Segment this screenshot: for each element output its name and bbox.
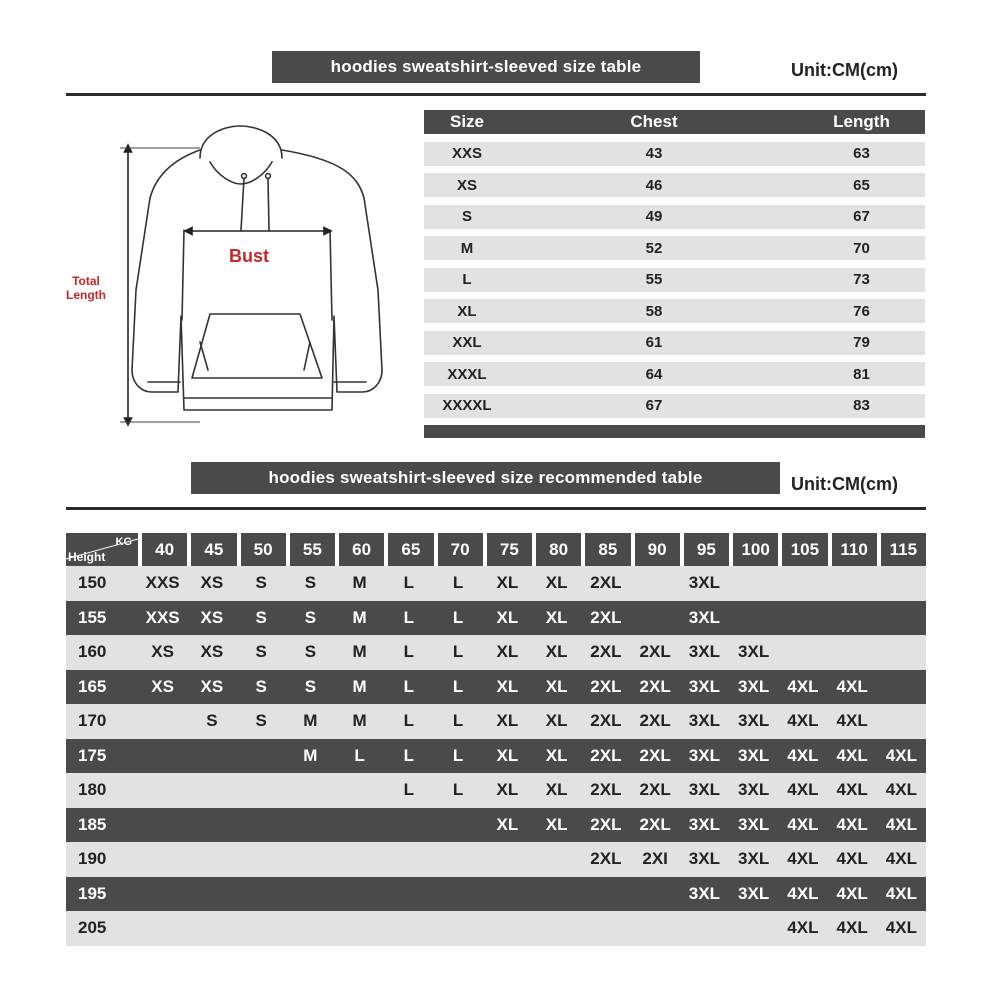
recommend-row [66, 773, 926, 808]
kg-column-header: 70 [434, 533, 483, 566]
recommend-row [66, 601, 926, 636]
height-cell: 170 [78, 711, 107, 731]
size-recommendation-cell: 2XL [639, 642, 671, 662]
size-recommendation-cell: 3XL [738, 745, 770, 765]
size-recommendation-cell: 4XL [787, 711, 819, 731]
size-recommendation-cell: XL [496, 814, 519, 834]
header-length: Length [833, 112, 890, 131]
size-recommendation-cell: XL [545, 573, 568, 593]
size-recommendation-cell: 3XL [688, 814, 720, 834]
size-recommendation-cell: L [403, 676, 415, 696]
height-cell: 150 [78, 573, 107, 593]
size-recommendation-cell: M [352, 711, 367, 731]
size-row [424, 142, 925, 166]
height-cell: 185 [78, 814, 107, 834]
size-cell: XXL [452, 334, 482, 351]
size-recommendation-cell: 3XL [688, 573, 720, 593]
height-cell: 160 [78, 642, 107, 662]
size-recommendation-cell: 4XL [787, 780, 819, 800]
size-recommendation-cell: 4XL [787, 814, 819, 834]
size-recommendation-cell: S [304, 607, 317, 627]
kg-column-header: 100 [729, 533, 778, 566]
size-recommendation-cell: XS [151, 642, 174, 662]
height-cell: 190 [78, 849, 107, 869]
recommend-row [66, 635, 926, 670]
kg-column-header: 80 [532, 533, 581, 566]
recommend-row [66, 739, 926, 774]
size-recommendation-cell: S [304, 573, 317, 593]
size-recommendation-cell: XL [496, 607, 519, 627]
kg-column-header: 50 [237, 533, 286, 566]
size-recommendation-cell: XS [200, 607, 224, 627]
size-recommendation-cell: XS [151, 676, 174, 696]
chest-cell: 43 [645, 145, 663, 162]
size-recommendation-cell: L [452, 573, 464, 593]
size-recommendation-cell: L [403, 780, 415, 800]
size-recommendation-cell: 2XL [639, 676, 671, 696]
size-recommendation-cell: XL [545, 780, 568, 800]
recommend-row [66, 566, 926, 601]
size-recommendation-cell: S [255, 607, 267, 627]
middle-divider [66, 507, 926, 510]
size-recommendation-cell: L [452, 711, 464, 731]
size-recommendation-cell: XS [200, 676, 224, 696]
size-recommendation-cell: XL [545, 607, 568, 627]
size-recommendation-cell: 3XL [688, 711, 720, 731]
size-row [424, 205, 925, 229]
size-recommendation-cell: S [255, 711, 267, 731]
size-table-header [424, 110, 925, 134]
header-size: Size [449, 112, 485, 131]
recommend-row [66, 842, 926, 877]
size-recommendation-cell: 4XL [885, 849, 917, 869]
size-recommendation-cell: 4XL [885, 780, 917, 800]
size-recommendation-cell: 4XL [885, 918, 917, 938]
kg-column-header: 95 [680, 533, 729, 566]
recommend-table-title: hoodies sweatshirt-sleeved size recommended table [191, 462, 780, 494]
size-recommendation-cell: 3XL [688, 607, 720, 627]
top-divider [66, 93, 926, 96]
size-recommendation-cell: XL [496, 573, 519, 593]
kg-column-header: 75 [483, 533, 532, 566]
size-recommendation-cell: XL [545, 676, 568, 696]
size-row [424, 299, 925, 323]
size-table [424, 110, 925, 438]
size-recommendation-cell: 2XL [590, 676, 622, 696]
size-recommendation-cell: XL [496, 642, 519, 662]
size-recommendation-cell: M [352, 642, 367, 662]
recommend-table-unit: Unit:CM(cm) [791, 474, 898, 494]
kg-column-header: 90 [631, 533, 680, 566]
size-recommendation-cell: XL [545, 745, 568, 765]
length-cell: 63 [853, 145, 870, 162]
size-recommendation-cell: L [403, 711, 415, 731]
size-row [424, 173, 925, 197]
kg-column-header: 105 [778, 533, 827, 566]
recommend-table [66, 533, 926, 946]
size-recommendation-cell: L [452, 676, 464, 696]
size-cell: S [461, 208, 472, 225]
height-cell: 180 [78, 780, 107, 800]
height-cell: 155 [78, 607, 107, 627]
kg-column-header: 85 [581, 533, 630, 566]
size-recommendation-cell: 3XL [688, 849, 720, 869]
chest-cell: 52 [645, 239, 663, 257]
size-recommendation-cell: M [352, 607, 367, 627]
size-recommendation-cell: 3XL [688, 642, 720, 662]
size-recommendation-cell: 3XL [738, 711, 770, 731]
size-recommendation-cell: 4XL [787, 883, 819, 903]
size-recommendation-cell: S [255, 676, 267, 696]
size-table-footer-bar [424, 425, 925, 438]
size-recommendation-cell: 2XL [590, 849, 622, 869]
chest-cell: 46 [645, 176, 663, 194]
size-recommendation-cell: L [403, 607, 415, 627]
size-recommendation-cell: 3XL [688, 745, 720, 765]
size-recommendation-cell: M [352, 676, 367, 696]
size-recommendation-cell: L [403, 573, 415, 593]
length-cell: 76 [853, 302, 870, 320]
size-recommendation-cell: XXS [145, 607, 180, 627]
size-recommendation-cell: 3XL [688, 883, 720, 903]
size-row [424, 362, 925, 386]
kg-column-header: 65 [384, 533, 433, 566]
height-cell: 195 [78, 883, 107, 903]
size-recommendation-cell: S [206, 711, 218, 731]
size-recommendation-cell: 2XI [642, 849, 668, 869]
size-table-title: hoodies sweatshirt-sleeved size table [272, 51, 700, 83]
size-recommendation-cell: 4XL [885, 883, 917, 903]
size-recommendation-cell: XL [545, 642, 568, 662]
size-recommendation-cell: 2XL [639, 745, 671, 765]
size-recommendation-cell: XL [496, 676, 519, 696]
size-recommendation-cell: L [452, 745, 464, 765]
chest-cell: 64 [645, 365, 663, 383]
kg-column-header: 110 [828, 533, 877, 566]
size-cell: M [460, 239, 474, 257]
recommend-row [66, 704, 926, 739]
recommend-row [66, 808, 926, 843]
size-recommendation-cell: S [304, 676, 317, 696]
size-recommendation-cell: 4XL [836, 780, 868, 800]
size-row [424, 268, 925, 292]
size-recommendation-cell: 2XL [590, 780, 622, 800]
length-cell: 83 [853, 397, 870, 414]
size-recommendation-cell: 3XL [738, 814, 770, 834]
recommend-row [66, 911, 926, 946]
size-recommendation-cell: 3XL [738, 780, 770, 800]
size-recommendation-cell: XS [200, 573, 224, 593]
size-recommendation-cell: 4XL [836, 676, 868, 696]
size-cell: XXXL [447, 365, 487, 383]
size-recommendation-cell: 2XL [639, 780, 671, 800]
corner-height-label: Height [68, 550, 106, 564]
size-recommendation-cell: 4XL [787, 745, 819, 765]
size-recommendation-cell: 4XL [787, 918, 819, 938]
size-recommendation-cell: 4XL [836, 883, 868, 903]
total-length-label: Total Length [66, 274, 106, 302]
size-recommendation-cell: 4XL [885, 745, 917, 765]
size-recommendation-cell: S [255, 642, 267, 662]
size-recommendation-cell: 2XL [590, 573, 622, 593]
chest-cell: 49 [645, 208, 663, 225]
kg-column-header: 115 [877, 533, 926, 566]
size-recommendation-cell: L [354, 745, 365, 765]
size-recommendation-cell: L [452, 780, 464, 800]
height-cell: 165 [78, 676, 107, 696]
height-cell: 205 [78, 918, 107, 938]
size-recommendation-cell: 3XL [738, 849, 770, 869]
chest-cell: 55 [645, 271, 663, 288]
size-recommendation-cell: 3XL [738, 642, 770, 662]
size-recommendation-cell: XL [496, 745, 519, 765]
size-recommendation-cell: 4XL [836, 745, 868, 765]
size-recommendation-cell: 4XL [836, 711, 868, 731]
size-table-unit: Unit:CM(cm) [791, 60, 898, 80]
chest-cell: 58 [645, 302, 663, 320]
size-recommendation-cell: XL [496, 780, 519, 800]
size-recommendation-cell: L [452, 607, 464, 627]
size-recommendation-cell: XS [200, 642, 224, 662]
size-recommendation-cell: 2XL [590, 745, 622, 765]
size-recommendation-cell: 4XL [787, 676, 819, 696]
size-recommendation-cell: 2XL [590, 642, 622, 662]
corner-cell [66, 533, 138, 566]
size-recommendation-cell: 4XL [836, 849, 868, 869]
recommend-row [66, 877, 926, 912]
size-recommendation-cell: 4XL [885, 814, 917, 834]
height-cell: 175 [78, 745, 107, 765]
size-row [424, 394, 925, 418]
size-recommendation-cell: L [452, 642, 464, 662]
size-recommendation-cell: M [303, 711, 318, 731]
size-recommendation-cell: S [255, 573, 267, 593]
size-recommendation-cell: L [403, 642, 415, 662]
size-cell: XXXXL [442, 397, 492, 414]
size-cell: XXS [451, 145, 482, 162]
size-cell: XL [457, 302, 477, 320]
size-recommendation-cell: 4XL [836, 814, 868, 834]
size-recommendation-cell: S [304, 642, 317, 662]
size-row [424, 331, 925, 355]
hoodie-diagram [60, 120, 410, 440]
size-recommendation-cell: 2XL [590, 814, 622, 834]
size-recommendation-cell: L [403, 745, 415, 765]
size-row [424, 236, 925, 260]
size-recommendation-cell: 2XL [639, 711, 671, 731]
length-cell: 65 [853, 176, 870, 194]
recommend-table-header [66, 533, 926, 566]
size-recommendation-cell: XXS [145, 573, 180, 593]
size-recommendation-cell: 4XL [787, 849, 819, 869]
size-recommendation-cell: 3XL [738, 883, 770, 903]
length-cell: 70 [853, 239, 870, 257]
size-recommendation-cell: 2XL [590, 607, 622, 627]
corner-kg-label: KG [115, 536, 132, 548]
kg-column-header: 45 [187, 533, 236, 566]
size-cell: L [462, 271, 472, 288]
recommend-row [66, 670, 926, 705]
size-recommendation-cell: 3XL [688, 676, 720, 696]
kg-column-header: 55 [286, 533, 335, 566]
size-recommendation-cell: 3XL [688, 780, 720, 800]
size-cell: XS [456, 176, 477, 194]
chest-cell: 67 [645, 397, 663, 414]
size-recommendation-cell: XL [545, 711, 568, 731]
bust-label: Bust [229, 246, 269, 266]
size-recommendation-cell: 2XL [639, 814, 671, 834]
kg-column-header: 40 [138, 533, 187, 566]
length-cell: 67 [853, 208, 870, 225]
size-recommendation-cell: XL [496, 711, 519, 731]
size-recommendation-cell: M [303, 745, 318, 765]
kg-column-header: 60 [335, 533, 384, 566]
length-cell: 81 [853, 365, 870, 383]
size-recommendation-cell: XL [545, 814, 568, 834]
chest-cell: 61 [645, 334, 663, 351]
size-recommendation-cell: 2XL [590, 711, 622, 731]
header-chest: Chest [630, 112, 678, 131]
size-recommendation-cell: 3XL [738, 676, 770, 696]
size-recommendation-cell: 4XL [836, 918, 868, 938]
length-cell: 79 [853, 334, 870, 351]
length-cell: 73 [853, 271, 870, 288]
size-recommendation-cell: M [352, 573, 367, 593]
